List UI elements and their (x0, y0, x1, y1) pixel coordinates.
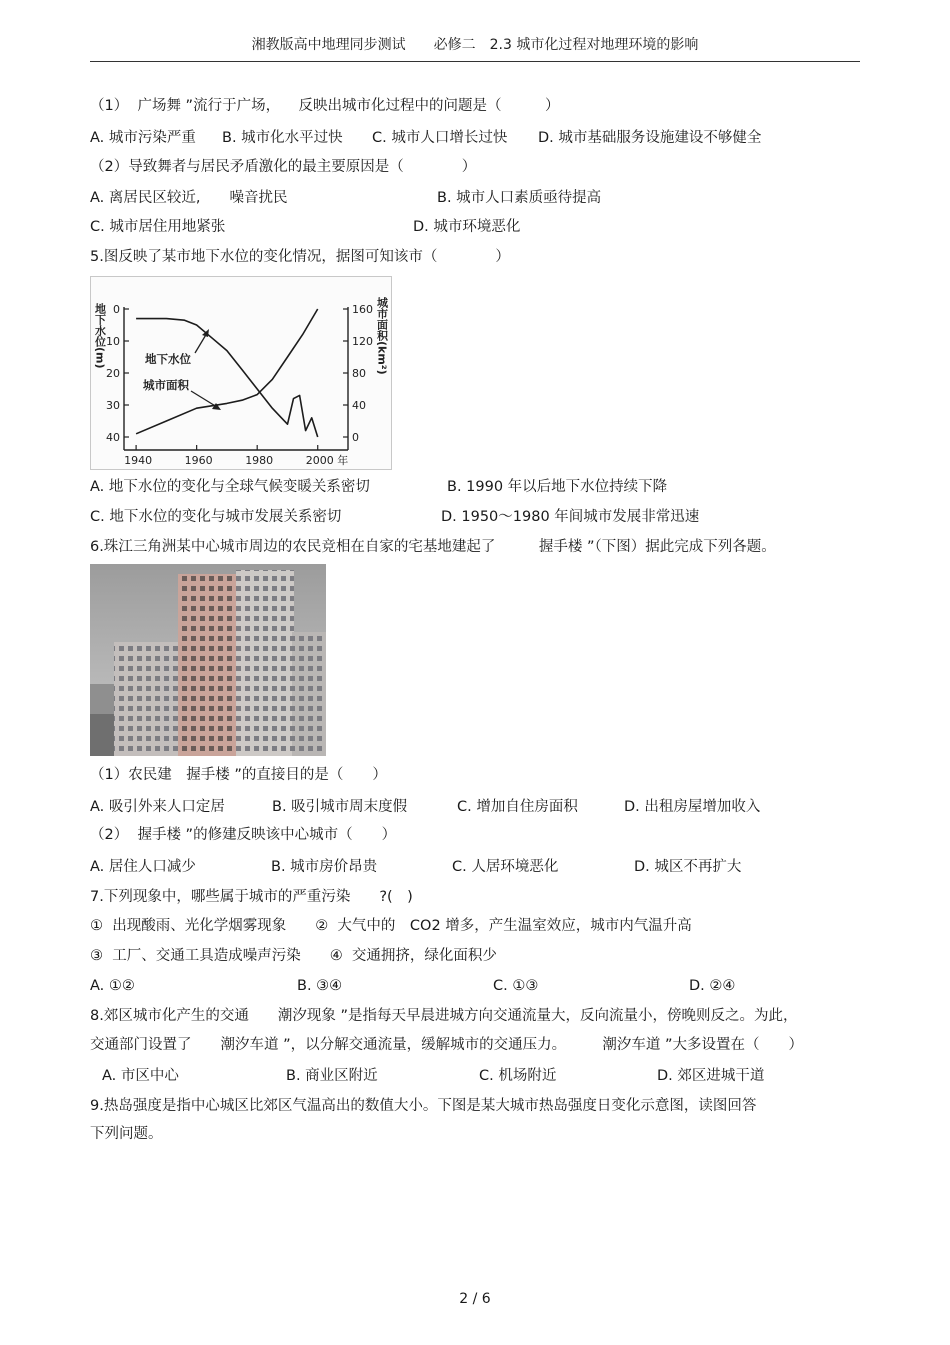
q7-option-d: D. ②④ (689, 978, 736, 994)
q6-sub1-option-b: B. 吸引城市周末度假 (272, 799, 408, 815)
q5-option-b: B. 1990 年以后地下水位持续下降 (447, 479, 668, 495)
q4-sub2-stem: （2）导致舞者与居民矛盾激化的最主要原因是（ ） (90, 159, 477, 175)
q4-sub2-option-b: B. 城市人口素质亟待提高 (437, 190, 602, 206)
building-right-windows (236, 570, 294, 756)
q6-sub2-option-d: D. 城区不再扩大 (634, 859, 742, 875)
right-tick-label: 40 (352, 399, 366, 412)
left-tick-label: 40 (106, 431, 120, 444)
q6-sub1-option-d: D. 出租房屋增加收入 (624, 799, 761, 815)
left-tick-label: 30 (106, 399, 120, 412)
left-tick-label: 10 (106, 335, 120, 348)
right-tick-label: 160 (352, 303, 373, 316)
q7-option-c: C. ①③ (493, 978, 539, 994)
x-tick-label: 1940 (124, 454, 153, 467)
q9-stem-line-2: 下列问题。 (90, 1126, 163, 1142)
series-label-groundwater: 地下水位 (145, 352, 191, 366)
q8-stem-line-2: 交通部门设置了 潮汐车道 ”，以分解交通流量，缓解城市的交通压力。 潮汐车道 ”大多设置在（ ） (90, 1037, 803, 1053)
q6-stem: 6.珠江三角洲某中心城市周边的农民竞相在自家的宅基地建起了 握手楼 ”（下图）据此完成下列各题。 (90, 539, 776, 555)
q7-option-a: A. ①② (90, 978, 135, 994)
left-tick-label: 20 (106, 367, 120, 380)
q6-sub1-option-c: C. 增加自住房面积 (457, 799, 578, 815)
q6-sub1-option-a: A. 吸引外来人口定居 (90, 799, 225, 815)
header-divider (90, 61, 860, 62)
q7-option-b: B. ③④ (297, 978, 343, 994)
handshake-building-photo (90, 564, 326, 756)
handshake-building-photo-svg (90, 564, 326, 756)
x-tick-label: 1980 (245, 454, 274, 467)
q8-option-b: B. 商业区附近 (286, 1068, 378, 1084)
page-header: 湘教版高中地理同步测试 必修二 2.3 城市化过程对地理环境的影响 (251, 37, 699, 53)
q8-stem-line-1: 8.郊区城市化产生的交通 潮汐现象 ”是指每天早晨进城方向交通流量大，反向流量小，傍晚则反之。为此， (90, 1008, 798, 1024)
building-far-right-windows (292, 632, 326, 756)
left-axis-label: 地下水位(m) (93, 303, 107, 369)
q6-sub2-option-a: A. 居住人口减少 (90, 859, 196, 875)
q5-option-d: D. 1950～1980 年间城市发展非常迅速 (441, 509, 700, 525)
q8-option-a: A. 市区中心 (102, 1068, 179, 1084)
q7-statements-line-2: ③ 工厂、交通工具造成噪声污染 ④ 交通拥挤，绿化面积少 (90, 948, 497, 964)
q4-sub2-option-a: A. 离居民区较近, 噪音扰民 (90, 190, 288, 206)
q4-sub1-option-d: D. 城市基础服务设施建设不够健全 (538, 130, 762, 146)
groundwater-chart-svg (91, 277, 391, 469)
page-number: 2 / 6 (459, 1291, 491, 1307)
x-tick-label: 2000 年 (305, 454, 349, 467)
q4-sub1-stem: （1） 广场舞 ”流行于广场， 反映出城市化过程中的问题是（ ） (90, 98, 560, 114)
building-left-windows (114, 642, 184, 756)
q4-sub1-option-c: C. 城市人口增长过快 (372, 130, 508, 146)
building-center-windows (178, 574, 238, 756)
left-tick-label: 0 (113, 303, 120, 316)
right-tick-label: 0 (352, 431, 359, 444)
right-axis-label: 城市面积(km²) (375, 297, 389, 375)
q7-statements-line-1: ① 出现酸雨、光化学烟雾现象 ② 大气中的 CO2 增多，产生温室效应，城市内气温升高 (90, 918, 692, 934)
q6-sub2-stem: （2） 握手楼 ”的修建反映该中心城市（ ） (90, 827, 397, 843)
q6-sub1-stem: （1）农民建 握手楼 ”的直接目的是（ ） (90, 767, 387, 783)
q5-option-c: C. 地下水位的变化与城市发展关系密切 (90, 509, 342, 525)
urban-area-line (136, 309, 318, 434)
urban-area-arrow (191, 391, 217, 407)
series-label-urban-area: 城市面积 (143, 378, 189, 392)
q4-sub2-option-d: D. 城市环境恶化 (413, 219, 521, 235)
q6-sub2-option-b: B. 城市房价昂贵 (271, 859, 378, 875)
q4-sub1-option-a: A. 城市污染严重 (90, 130, 196, 146)
q9-stem-line-1: 9.热岛强度是指中心城区比郊区气温高出的数值大小。下图是某大城市热岛强度日变化示意图，读图回答 (90, 1098, 757, 1114)
q8-option-c: C. 机场附近 (479, 1068, 557, 1084)
q5-stem: 5.图反映了某市地下水位的变化情况，据图可知该市（ ） (90, 249, 510, 265)
right-tick-label: 120 (352, 335, 373, 348)
q6-sub2-option-c: C. 人居环境恶化 (452, 859, 559, 875)
q8-option-d: D. 郊区进城干道 (657, 1068, 765, 1084)
x-tick-label: 1960 (184, 454, 213, 467)
q4-sub1-option-b: B. 城市化水平过快 (222, 130, 343, 146)
q4-sub2-option-c: C. 城市居住用地紧张 (90, 219, 226, 235)
q5-option-a: A. 地下水位的变化与全球气候变暖关系密切 (90, 479, 370, 495)
q7-stem: 7.下列现象中，哪些属于城市的严重污染 ?( ) (90, 889, 413, 905)
groundwater-chart (90, 276, 392, 470)
right-tick-label: 80 (352, 367, 366, 380)
